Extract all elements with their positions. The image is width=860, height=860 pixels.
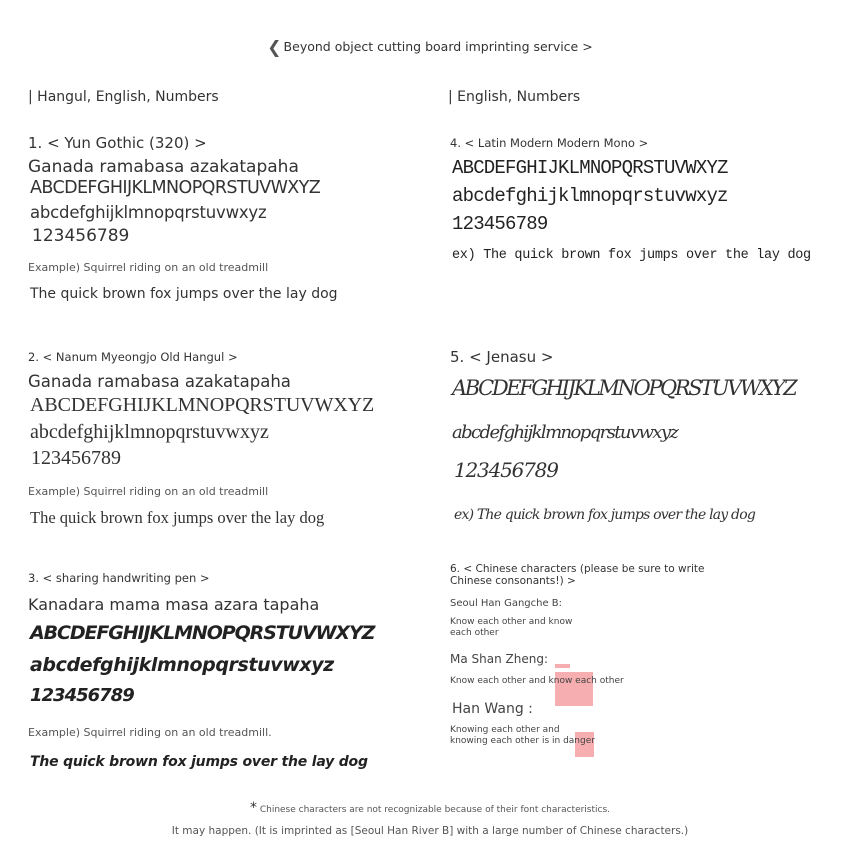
uppercase-sample: ABCDEFGHIJKLMNOPQRSTUVWXYZ [452,376,796,400]
section-title: 6. < Chinese characters (please be sure to write Chinese consonants!) > [450,563,705,587]
lowercase-sample: abcdefghijklmnopqrstuvwxyz [30,654,334,676]
page-title-text: Beyond object cutting board imprinting service > [283,39,593,54]
footer-note-2: It may happen. (It is imprinted as [Seoul Han River B] with a large number of Chinese characters.) [171,825,689,837]
chinese-font-sample: Know each other and know each other [450,617,573,638]
page-title [0,38,860,58]
font-title: 5. < Jenasu > [450,348,554,366]
footer-note-text: Chinese characters are not recognizable because of their font characteristics. [259,805,611,815]
chinese-font-sample: Knowing each other and knowing each other is in danger [450,725,595,746]
lowercase-sample: abcdefghijklmnopqrstuvwxyz [452,422,678,443]
hangul-sample: Kanadara mama masa azara tapaha [28,595,320,614]
redacted-highlight [555,664,570,668]
chevron-left-icon[interactable]: ❮ [267,38,282,58]
chinese-font-label-han-wang: Han Wang : [452,701,533,717]
digits-sample: 123456789 [30,685,134,706]
hangul-sample: Ganada ramabasa azakatapaha [28,157,299,177]
uppercase-sample: ABCDEFGHIJKLMNOPQRSTUVWXYZ [30,622,375,644]
asterisk-icon: * [249,800,257,816]
lowercase-sample: abcdefghijklmnopqrstuvwxyz [30,203,267,222]
example-sentence: ex) The quick brown fox jumps over the lay dog [454,507,756,523]
digits-sample: 123456789 [454,458,558,482]
example-label: Example) Squirrel riding on an old treadmill [28,485,269,498]
digits-sample: 123456789 [452,213,548,235]
digits-sample: 123456789 [31,447,121,469]
chinese-font-label-seoul-han-gangche: Seoul Han Gangche B: [450,598,563,609]
example-label: Example) Squirrel riding on an old treadmill. [28,726,272,739]
font-title: 3. < sharing handwriting pen > [28,571,210,585]
hangul-sample: Ganada ramabasa azakatapaha [28,372,291,391]
font-title: 4. < Latin Modern Modern Mono > [450,136,649,150]
left-column-heading: | Hangul, English, Numbers [28,89,219,105]
example-sentence: The quick brown fox jumps over the lay dog [30,754,368,770]
example-sentence: The quick brown fox jumps over the lay dog [30,286,338,302]
example-sentence: The quick brown fox jumps over the lay dog [30,508,325,527]
font-title: 1. < Yun Gothic (320) > [28,134,207,152]
font-title: 2. < Nanum Myeongjo Old Hangul > [28,350,238,364]
digits-sample: 123456789 [32,226,130,246]
uppercase-sample: ABCDEFGHIJKLMNOPQRSTUVWXYZ [30,394,375,416]
example-label: Example) Squirrel riding on an old treadmill [28,261,269,274]
chinese-font-label-ma-shan-zheng: Ma Shan Zheng: [450,652,548,666]
example-sentence: ex) The quick brown fox jumps over the lay dog [452,248,811,263]
lowercase-sample: abcdefghijklmnopqrstuvwxyz [30,421,269,443]
uppercase-sample: ABCDEFGHIJKLMNOPQRSTUVWXYZ [452,157,728,179]
lowercase-sample: abcdefghijklmnopqrstuvwxyz [452,185,728,207]
uppercase-sample: ABCDEFGHIJKLMNOPQRSTUVWXYZ [30,178,321,198]
chinese-font-sample: Know each other and know each other [450,676,624,686]
footer-note-1 [0,800,860,816]
right-column-heading: | English, Numbers [448,89,581,105]
